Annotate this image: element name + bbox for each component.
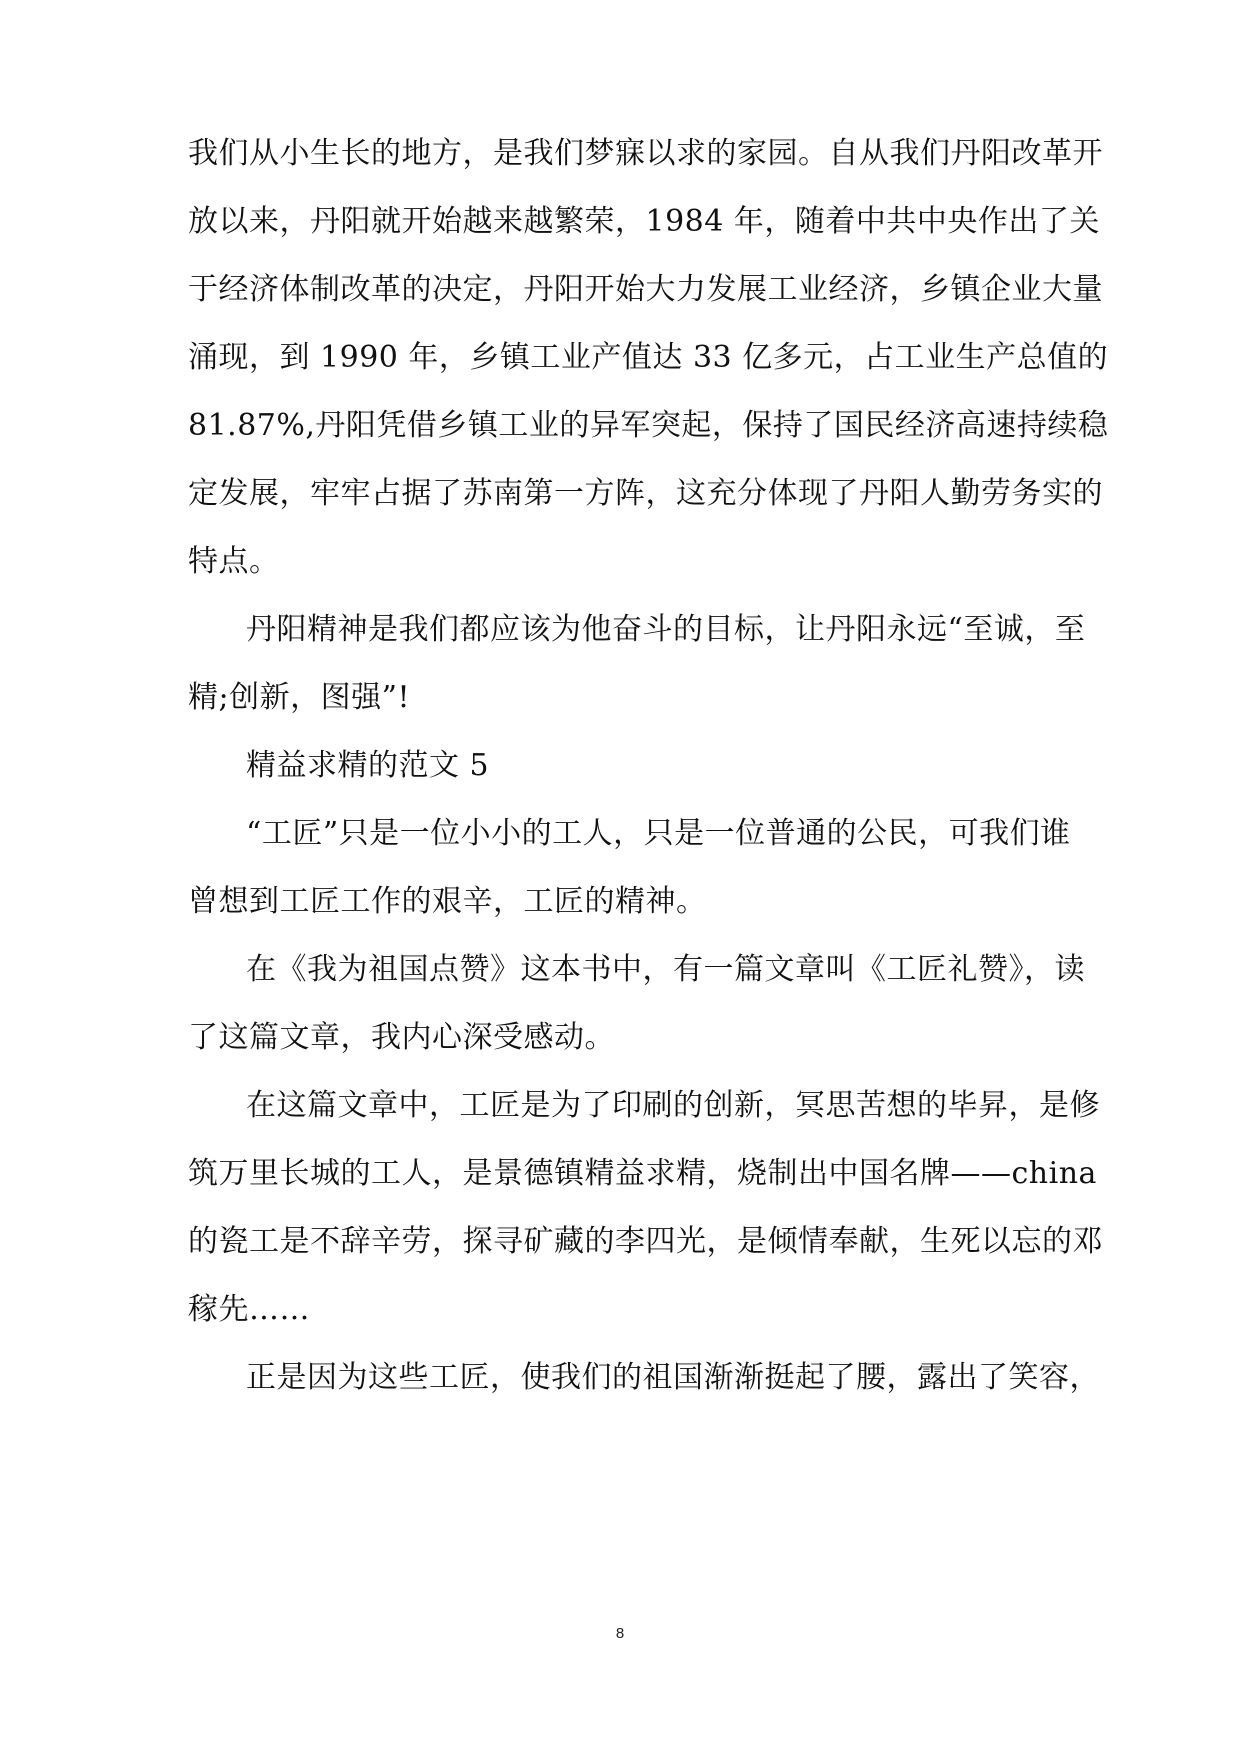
paragraph-line: 在这篇文章中，工匠是为了印刷的创新，冥思苦想的毕昇，是修 <box>246 1088 1100 1123</box>
paragraph-line: 了这篇文章，我内心深受感动。 <box>188 1020 615 1055</box>
section-heading: 精益求精的范文 5 <box>246 748 490 783</box>
paragraph-line: 正是因为这些工匠，使我们的祖国渐渐挺起了腰，露出了笑容， <box>246 1360 1100 1395</box>
paragraph-line: 我们从小生长的地方，是我们梦寐以求的家园。自从我们丹阳改革开 <box>188 136 1103 171</box>
paragraph-line: 定发展，牢牢占据了苏南第一方阵，这充分体现了丹阳人勤劳务实的 <box>188 476 1103 511</box>
paragraph-line: 81.87%,丹阳凭借乡镇工业的异军突起，保持了国民经济高速持续稳 <box>188 408 1109 443</box>
page-number: 8 <box>615 1625 625 1642</box>
paragraph-line: 涌现，到 1990 年，乡镇工业产值达 33 亿多元，占工业生产总值的 <box>188 340 1109 375</box>
paragraph-line: 特点。 <box>188 544 280 579</box>
paragraph-line: “工匠”只是一位小小的工人，只是一位普通的公民，可我们谁 <box>246 816 1071 851</box>
paragraph-line: 放以来，丹阳就开始越来越繁荣，1984 年，随着中共中央作出了关 <box>188 204 1100 239</box>
paragraph-line: 的瓷工是不辞辛劳，探寻矿藏的李四光，是倾情奉献，生死以忘的邓 <box>188 1224 1103 1259</box>
paragraph-line: 精;创新，图强”! <box>188 680 410 715</box>
paragraph-line: 稼先…… <box>188 1292 310 1327</box>
paragraph-line: 于经济体制改革的决定，丹阳开始大力发展工业经济，乡镇企业大量 <box>188 272 1103 307</box>
paragraph-line: 在《我为祖国点赞》这本书中，有一篇文章叫《工匠礼赞》，读 <box>246 952 1085 987</box>
paragraph-line: 丹阳精神是我们都应该为他奋斗的目标，让丹阳永远“至诚，至 <box>246 612 1086 647</box>
paragraph-line: 曾想到工匠工作的艰辛，工匠的精神。 <box>188 884 707 919</box>
paragraph-line: 筑万里长城的工人，是景德镇精益求精，烧制出中国名牌——china <box>188 1156 1097 1191</box>
